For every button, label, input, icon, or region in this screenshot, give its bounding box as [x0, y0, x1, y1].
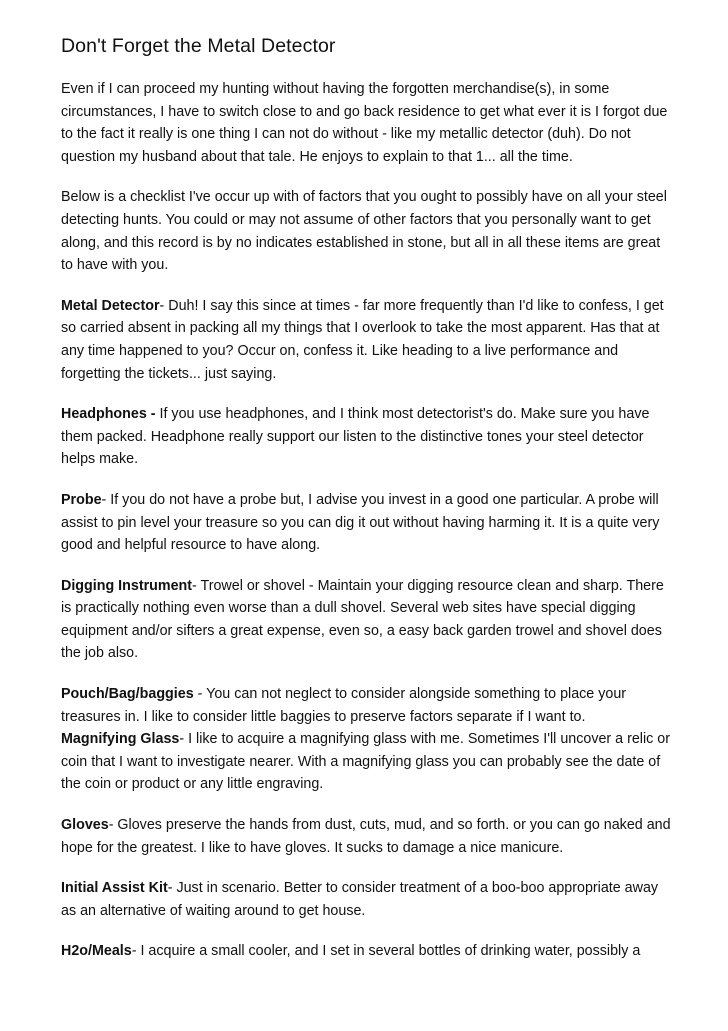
item-text: If you use headphones, and I think most detectorist's do. Make sure you have them packed. Headphone really support our listen to the distinctive tones your steel detector helps make.: [61, 406, 650, 468]
item-heading: Headphones -: [61, 406, 160, 423]
document-page: [61, 34, 671, 981]
item-probe: [61, 489, 671, 557]
item-first-aid-kit: [61, 877, 671, 922]
item-pouch-bag: [61, 683, 671, 728]
item-text: - Gloves preserve the hands from dust, cuts, mud, and so forth. or you can go naked and hope for the greatest. I like to have gloves. It sucks to damage a nice manicure.: [61, 817, 671, 856]
item-digging-instrument: [61, 575, 671, 665]
item-text: - Trowel or shovel - Maintain your digging resource clean and sharp. There is practically nothing even worse than a dull shovel. Several web sites have special digging equipment and/or sifters a great expense, even so, a easy back garden trowel and shovel does the job also.: [61, 577, 664, 662]
item-magnifying-glass: [61, 728, 671, 796]
item-heading: Gloves: [61, 817, 109, 834]
item-text: - I acquire a small cooler, and I set in several bottles of drinking water, possibly a: [131, 943, 641, 960]
item-text: - You can not neglect to consider alongside something to place your treasures in. I like to consider little baggies to preserve factors separate if I want to.: [61, 686, 627, 725]
item-text: - I like to acquire a magnifying glass with me. Sometimes I'll uncover a relic or coin that I want to investigate nearer. With a magnifying glass you can probably see the date of the coin or product or any little engraving.: [61, 731, 670, 793]
item-headphones: [61, 403, 671, 471]
item-heading: Metal Detector: [61, 297, 160, 314]
item-heading: Pouch/Bag/baggies: [61, 686, 194, 703]
paragraph-text: Even if I can proceed my hunting without having the forgotten merchandise(s), in some circumstances, I have to switch close to and go back residence to get what ever it is I forgot due to the fact it really is one thing I can not do without - like my metallic detector (duh). Do not question my husband about that tale. He enjoys to explain to that 1... all the time.: [61, 81, 668, 165]
item-text: - Just in scenario. Better to consider treatment of a boo-boo appropriate away as an alternative of waiting around to get house.: [61, 880, 659, 919]
item-text: - If you do not have a probe but, I advise you invest in a good one particular. A probe will assist to pin level your treasure so you can dig it out without having harming it. It is a quite very good and helpful resource to have along.: [61, 491, 660, 554]
item-gloves: [61, 814, 671, 859]
item-heading: Initial Assist Kit: [61, 880, 168, 897]
item-heading: H2o/Meals: [61, 943, 132, 960]
paragraph-text: Below is a checklist I've occur up with of factors that you ought to possibly have on all your steel detecting hunts. You could or may not assume of other factors that you personally want to get along, and this record is by no indicates established in stone, but all in all these items are great to have with you.: [61, 189, 667, 274]
item-text: - Duh! I say this since at times - far more frequently than I'd like to confess, I get so carried absent in packing all my things that I overlook to take the most apparent. Has that at any time happened to you? Occur on, confess it. Like heading to a live performance and forgetting the tickets... just saying.: [61, 297, 664, 382]
checklist-intro-paragraph: [61, 186, 671, 276]
item-heading: Digging Instrument: [61, 577, 193, 594]
document-title: Don't Forget the Metal Detector: [61, 35, 336, 57]
intro-paragraph: [61, 78, 671, 168]
item-heading: Magnifying Glass: [61, 731, 180, 748]
item-water-food: [61, 940, 671, 963]
item-heading: Probe: [61, 491, 102, 508]
item-metal-detector: [61, 295, 671, 385]
